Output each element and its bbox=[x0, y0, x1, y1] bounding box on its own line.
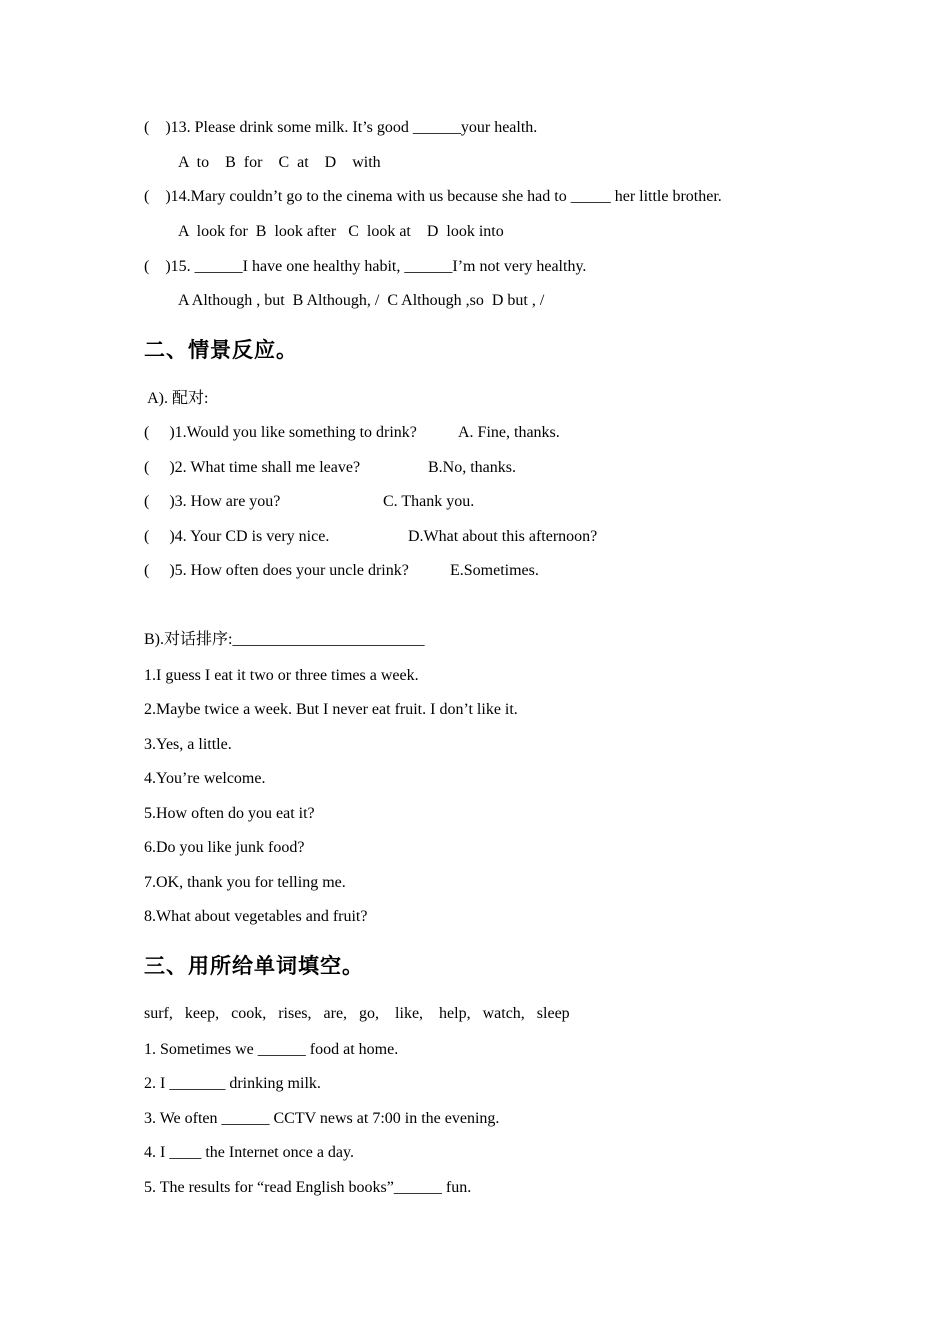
dialogue-line-3: 3.Yes, a little. bbox=[144, 736, 232, 753]
section-2-heading: 二、情景反应。 bbox=[144, 338, 298, 362]
dialogue-line-6: 6.Do you like junk food? bbox=[144, 839, 305, 856]
match-answer-b: B.No, thanks. bbox=[428, 459, 516, 476]
fill-line-1: 1. Sometimes we ______ food at home. bbox=[144, 1041, 399, 1058]
match-answer-a: A. Fine, thanks. bbox=[458, 424, 560, 441]
dialogue-line-7: 7.OK, thank you for telling me. bbox=[144, 874, 346, 891]
question-14-options: A look for B look after C look at D look into bbox=[178, 223, 504, 240]
match-answer-c: C. Thank you. bbox=[383, 493, 475, 510]
match-answer-e: E.Sometimes. bbox=[450, 562, 539, 579]
dialogue-line-8: 8.What about vegetables and fruit? bbox=[144, 908, 368, 925]
fill-line-5: 5. The results for “read English books”______ fun. bbox=[144, 1179, 472, 1196]
question-14: ( )14.Mary couldn’t go to the cinema with us because she had to _____ her little brother. bbox=[144, 188, 722, 205]
match-question-4: ( )4. Your CD is very nice. bbox=[144, 528, 330, 545]
fill-line-4: 4. I ____ the Internet once a day. bbox=[144, 1144, 354, 1161]
dialogue-line-1: 1.I guess I eat it two or three times a week. bbox=[144, 667, 419, 684]
dialogue-line-4: 4.You’re welcome. bbox=[144, 770, 266, 787]
fill-line-2: 2. I _______ drinking milk. bbox=[144, 1075, 321, 1092]
match-question-1: ( )1.Would you like something to drink? bbox=[144, 424, 417, 441]
match-question-5: ( )5. How often does your uncle drink? bbox=[144, 562, 409, 579]
dialogue-line-2: 2.Maybe twice a week. But I never eat fruit. I don’t like it. bbox=[144, 701, 518, 718]
word-bank: surf, keep, cook, rises, are, go, like, help, watch, sleep bbox=[144, 1005, 570, 1022]
question-15: ( )15. ______I have one healthy habit, ______I’m not very healthy. bbox=[144, 258, 587, 275]
match-question-3: ( )3. How are you? bbox=[144, 493, 281, 510]
section-3-heading: 三、用所给单词填空。 bbox=[144, 954, 364, 978]
part-b-label: B).对话排序:________________________ bbox=[144, 631, 425, 648]
question-13: ( )13. Please drink some milk. It’s good ______your health. bbox=[144, 119, 538, 136]
question-13-options: A to B for C at D with bbox=[178, 154, 381, 171]
question-15-options: A Although , but B Although, / C Although ,so D but , / bbox=[178, 292, 545, 309]
dialogue-line-5: 5.How often do you eat it? bbox=[144, 805, 315, 822]
part-a-label: A). 配对: bbox=[144, 390, 209, 407]
fill-line-3: 3. We often ______ CCTV news at 7:00 in the evening. bbox=[144, 1110, 500, 1127]
match-answer-d: D.What about this afternoon? bbox=[408, 528, 598, 545]
match-question-2: ( )2. What time shall me leave? bbox=[144, 459, 361, 476]
